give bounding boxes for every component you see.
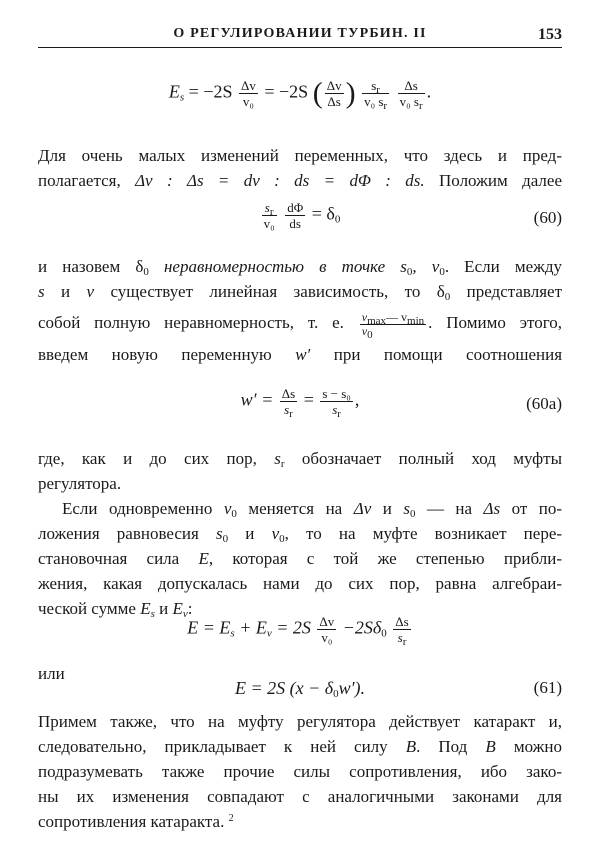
formula-61: E = 2S $(x - \delta_0w')$. (61)	[234, 678, 562, 700]
fraction: $\frac{\Delta v}{\Delta s}$	[326, 78, 342, 109]
fraction: $\frac{v_{max}— v_{min}}{v_0}$	[361, 309, 425, 341]
text-line: ны их изменения совпадают с аналогичными законами для	[38, 787, 562, 806]
text-line: сопротивления катаракта. $^2$	[38, 812, 234, 831]
text-line: Для очень малых изменений переменных, что здесь и пред-	[38, 146, 562, 165]
text-line: Примем также, что на муфту регулятора действует катаракт и,	[38, 712, 562, 731]
fraction: $\frac{\Delta s}{v_0 s_r}$	[399, 78, 423, 112]
text-line: жения, какая допускалась нами до сих пор, равна алгебраи-	[38, 574, 562, 593]
formula-es: $E_s = -2S$ $\frac{\Delta v}{\text{v₀}}$ = −2S ( $\frac{\Delta v}{\Delta s}$ ) $\frac{s_r}{v_0 s_r}$ $\frac{\Delta s}{v_0 s_r}$ .	[168, 76, 432, 112]
text-line: или	[38, 664, 65, 683]
text-line: введем новую переменную w′ при помощи соотношения	[38, 345, 563, 364]
equation-number: (60a)	[526, 394, 562, 413]
fraction: $\frac{s_r}{v_0 s_r}$	[364, 78, 388, 112]
fraction: $\frac{\Delta v}{\text{v₀}}$	[241, 78, 256, 109]
footnote-marker[interactable]: 2	[228, 813, 234, 824]
running-head	[38, 26, 562, 48]
fraction: $\frac{\Delta v}{\text{v₀}}$	[319, 614, 335, 645]
fraction: $\frac{\Delta s}{s_r}$	[395, 614, 409, 648]
text-line: где, как и до сих пор, $s_r$ обозначает полный ход муфты	[38, 449, 563, 470]
header-rule	[38, 47, 562, 48]
fraction: $\frac{\Delta s}{s_r}$	[281, 386, 296, 420]
text-line: подразумевать также прочие силы сопротивления, ибо зако-	[38, 762, 562, 781]
text-line: полагается, Δv : Δs = dv : ds = dΦ : ds. Положим далее	[38, 171, 563, 190]
fraction: $\frac{d\Phi}{ds}$	[287, 200, 304, 231]
fraction: $\frac{s_r}{\text{v₀}}$	[263, 200, 275, 231]
text-line: ложения равновесия $s_0$ и $v_0$, то на муфте возникает пере-	[38, 524, 563, 545]
formula-60a: w′ = $\frac{\Delta s}{s_r}$ = $\frac{\text{s − s₀}}{s_r}$ , (60a)	[240, 386, 562, 420]
text-line: s и v существует линейная зависимость, то $\delta_0$ представляет	[38, 282, 563, 303]
text-line: ческой сумме $E_s$ и $E_v$:	[38, 599, 193, 620]
formula-60: $\frac{s_r}{\text{v₀}}$ $\frac{d\Phi}{ds}$ = $\delta_0$ (60)	[263, 200, 562, 231]
text-line: следовательно, прикладывает к ней силу B. Под B можно	[38, 737, 562, 756]
text-line: собой полную неравномерность, т. е. $\frac{v_{max}— v_{min}}{v_0}$ . Помимо этого,	[38, 309, 563, 341]
equation-number: (60)	[533, 208, 562, 227]
running-head-title: О РЕГУЛИРОВАНИИ ТУРБИН. II	[173, 26, 427, 41]
fraction: $\frac{\text{s − s₀}}{s_r}$	[322, 386, 351, 420]
equation-number: (61)	[533, 678, 562, 697]
text-line: и назовем $\delta_0$ неравномерностью в точке $s_0$, $v_0$. Если между	[38, 257, 563, 278]
text-line: регулятора.	[38, 474, 122, 493]
text-line: становочная сила E, которая с той же степенью прибли-	[38, 549, 562, 568]
page-number: 153	[538, 26, 562, 43]
text-line: Если одновременно $v_0$ меняется на Δv и $s_0$ — на Δs от по-	[62, 499, 563, 520]
formula-e: $E = E_s + E_v = 2S$ $\frac{\Delta v}{\text{v₀}}$ $-2S\delta_0$ $\frac{\Delta s}{s_r}$	[187, 614, 409, 648]
